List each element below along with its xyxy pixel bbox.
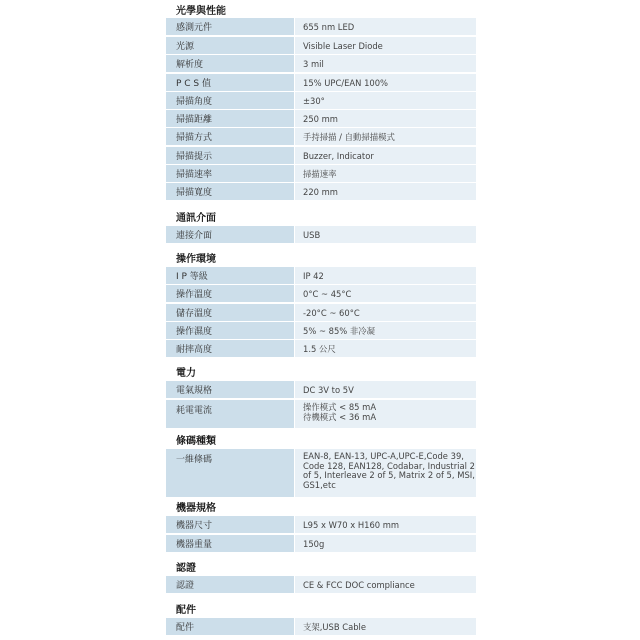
spec-value: Buzzer, Indicator (295, 147, 476, 164)
spec-label: 儲存溫度 (166, 304, 294, 321)
spec-row (166, 74, 476, 91)
spec-label: 連接介面 (166, 226, 294, 243)
spec-row (166, 618, 476, 635)
spec-row (166, 18, 476, 35)
spec-label: 掃描角度 (166, 92, 294, 109)
spec-label: 一維條碼 (166, 449, 294, 497)
spec-label: P C S 值 (166, 74, 294, 91)
spec-value: 1.5 公尺 (295, 340, 476, 357)
spec-row (166, 400, 476, 428)
spec-value: 15% UPC/EAN 100% (295, 74, 476, 91)
spec-value: L95 x W70 x H160 mm (295, 516, 476, 533)
spec-label: 機器尺寸 (166, 516, 294, 533)
spec-label: 解析度 (166, 55, 294, 72)
spec-label: 配件 (166, 618, 294, 635)
spec-label: 掃描距離 (166, 110, 294, 127)
spec-row (166, 576, 476, 593)
spec-label: I P 等級 (166, 267, 294, 284)
spec-value: DC 3V to 5V (295, 381, 476, 398)
spec-value: 手持掃描 / 自動掃描模式 (295, 128, 476, 145)
spec-row (166, 226, 476, 243)
spec-label: 掃描提示 (166, 147, 294, 164)
spec-row (166, 183, 476, 200)
spec-value: USB (295, 226, 476, 243)
spec-row (166, 55, 476, 72)
spec-value: 0°C ~ 45°C (295, 285, 476, 302)
spec-label: 掃描速率 (166, 165, 294, 182)
spec-row (166, 535, 476, 552)
spec-label: 操作濕度 (166, 322, 294, 339)
section-title: 配件 (176, 605, 196, 616)
spec-label: 操作溫度 (166, 285, 294, 302)
spec-value: IP 42 (295, 267, 476, 284)
spec-row (166, 304, 476, 321)
spec-label: 機器重量 (166, 535, 294, 552)
spec-row (166, 340, 476, 357)
spec-value: 支架,USB Cable (295, 618, 476, 635)
spec-row (166, 37, 476, 54)
spec-value: EAN-8, EAN-13, UPC-A,UPC-E,Code 39, Code 128, EAN128, Codabar, Industrial 2 of 5, Interleave 2 of 5, Matrix 2 of 5, MSI, GS1,etc (295, 449, 476, 497)
spec-value: CE & FCC DOC compliance (295, 576, 476, 593)
spec-label: 光源 (166, 37, 294, 54)
spec-label: 掃描方式 (166, 128, 294, 145)
spec-label: 耐摔高度 (166, 340, 294, 357)
section-title: 認證 (176, 563, 196, 574)
spec-row (166, 267, 476, 284)
spec-value: 掃描速率 (295, 165, 476, 182)
spec-label: 感測元件 (166, 18, 294, 35)
spec-value: 150g (295, 535, 476, 552)
spec-value: 250 mm (295, 110, 476, 127)
section-title: 通訊介面 (176, 213, 216, 224)
spec-value: Visible Laser Diode (295, 37, 476, 54)
spec-row (166, 285, 476, 302)
spec-row (166, 147, 476, 164)
spec-value: -20°C ~ 60°C (295, 304, 476, 321)
spec-value: 220 mm (295, 183, 476, 200)
section-title: 光學與性能 (176, 6, 226, 17)
spec-row (166, 322, 476, 339)
section-title: 條碼種類 (176, 436, 216, 447)
spec-row (166, 449, 476, 497)
spec-label: 電氣規格 (166, 381, 294, 398)
spec-row (166, 165, 476, 182)
spec-row (166, 128, 476, 145)
spec-row (166, 516, 476, 533)
spec-row (166, 92, 476, 109)
section-title: 電力 (176, 368, 196, 379)
spec-row (166, 381, 476, 398)
spec-value: 3 mil (295, 55, 476, 72)
spec-label: 認證 (166, 576, 294, 593)
spec-value: 655 nm LED (295, 18, 476, 35)
spec-label: 耗電電流 (166, 400, 294, 428)
spec-value: ±30° (295, 92, 476, 109)
spec-value: 操作模式 < 85 mA 待機模式 < 36 mA (295, 400, 476, 428)
section-title: 機器規格 (176, 503, 216, 514)
spec-value: 5% ~ 85% 非冷凝 (295, 322, 476, 339)
section-title: 操作環境 (176, 254, 216, 265)
spec-label: 掃描寬度 (166, 183, 294, 200)
spec-row (166, 110, 476, 127)
